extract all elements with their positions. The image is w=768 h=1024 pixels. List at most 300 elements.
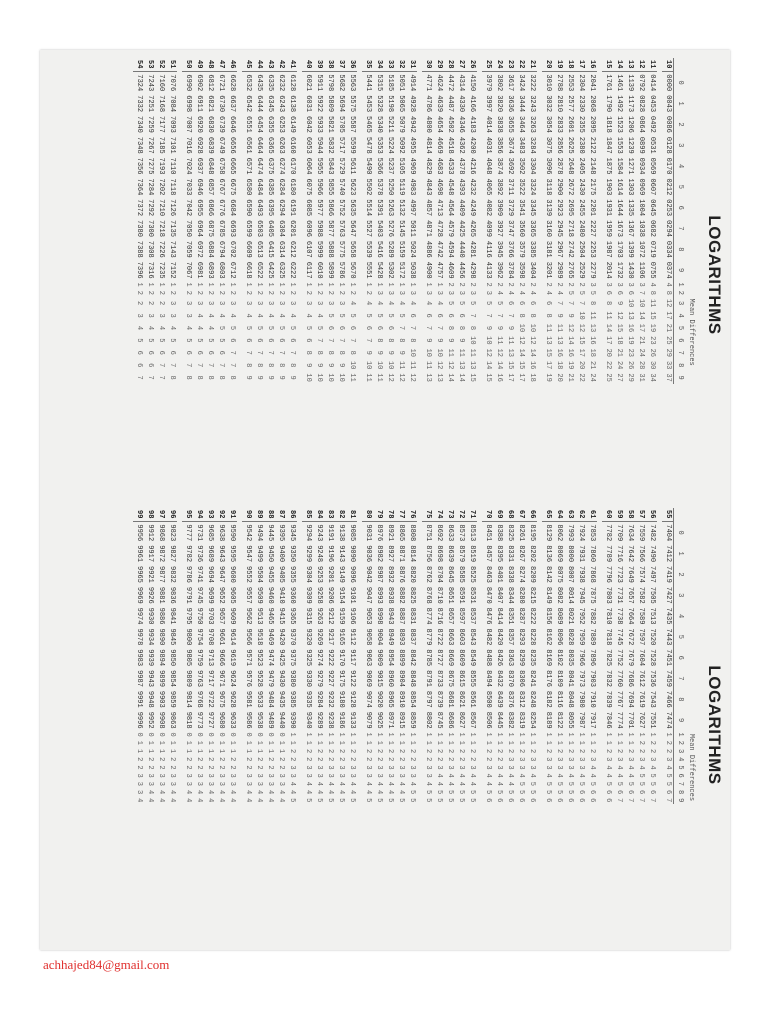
log-value-cell: 9212 <box>326 607 334 625</box>
mean-difference-cell: 13 <box>626 311 634 320</box>
log-value-cell: 4518 <box>446 136 454 154</box>
column-header: 7 <box>674 780 686 788</box>
mean-difference-cell: 3 <box>304 301 312 306</box>
mean-difference-cell: 3 <box>566 757 574 762</box>
mean-difference-cell: 15 <box>468 373 476 382</box>
mean-difference-cell: 7 <box>157 375 165 380</box>
log-value-cell: 9474 <box>266 649 274 667</box>
mean-difference-cell: 4 <box>244 313 252 318</box>
mean-difference-cell: 2 <box>626 748 634 754</box>
log-value-cell: 6721 <box>217 74 225 92</box>
mean-difference-cell: 12 <box>386 373 394 382</box>
log-value-cell: 7202 <box>157 178 165 196</box>
log-value-cell: 9350 <box>288 545 296 563</box>
mean-difference-cell: 4 <box>364 301 372 306</box>
log-value-cell: 4014 <box>484 116 492 133</box>
log-value-cell: 7505 <box>648 586 656 604</box>
mean-difference-cell: 3 <box>135 789 143 795</box>
log-value-cell: 9841 <box>168 607 176 625</box>
log-value-cell: 7356 <box>135 157 143 175</box>
log-value-cell: 4800 <box>424 116 432 133</box>
mean-difference-cell: 2 <box>217 757 225 762</box>
log-value-cell: 8351 <box>506 607 514 625</box>
log-value-cell: 5587 <box>348 116 356 133</box>
log-value-cell: 9025 <box>375 711 383 729</box>
mean-difference-cell: 6 <box>228 338 236 343</box>
log-value-cell: 9868 <box>157 524 165 542</box>
mean-difference-cell: 5 <box>626 781 634 786</box>
log-value-cell: 8865 <box>397 524 405 542</box>
log-value-cell: 7551 <box>648 711 656 729</box>
log-value-cell: 8859 <box>408 711 416 729</box>
mean-difference-cell: 4 <box>244 789 252 795</box>
log-value-cell: 4425 <box>457 220 465 237</box>
mean-difference-cell: 1 <box>255 282 263 287</box>
mean-difference-cell: 6 <box>446 313 454 318</box>
log-value-cell: 8751 <box>424 524 432 542</box>
log-value-cell: 8603 <box>457 628 465 646</box>
mean-difference-cell: 5 <box>348 798 356 803</box>
mean-difference-cell: 24 <box>637 348 645 357</box>
log-value-cell: 0294 <box>664 220 672 237</box>
log-value-cell: 4639 <box>435 95 443 113</box>
mean-difference-cell: 11 <box>348 373 356 382</box>
mean-difference-cell: 7 <box>195 363 203 368</box>
log-value-cell: 6580 <box>244 178 252 196</box>
mean-difference-cell: 12 <box>528 336 536 345</box>
row-number: 42 <box>275 58 286 72</box>
log-value-cell: 6253 <box>277 116 285 133</box>
column-header: 3 <box>674 297 686 309</box>
mean-difference-cell: 4 <box>228 789 236 795</box>
log-value-cell: 6684 <box>228 199 236 217</box>
log-value-cell: 9547 <box>244 545 252 563</box>
mean-difference-cell: 2 <box>664 748 672 754</box>
mean-difference-cell: 1 <box>424 282 432 287</box>
log-value-cell: 5682 <box>337 74 345 92</box>
log-value-cell: 8202 <box>528 545 536 563</box>
log-value-cell: 8998 <box>375 607 383 625</box>
mean-difference-cell: 3 <box>195 781 203 786</box>
log-value-cell: 8669 <box>446 649 454 667</box>
log-value-cell: 9969 <box>135 586 143 604</box>
mean-difference-cell: 4 <box>228 798 236 803</box>
log-value-cell: 0899 <box>637 136 645 154</box>
log-value-cell: 8938 <box>386 586 394 604</box>
log-value-cell: 8149 <box>544 586 552 604</box>
log-value-cell: 7952 <box>577 607 585 625</box>
log-value-cell: 8432 <box>495 670 503 687</box>
log-value-cell: 9600 <box>228 566 236 583</box>
column-header: 5 <box>674 322 686 334</box>
log-value-cell: 9430 <box>277 670 285 687</box>
log-value-cell: 6920 <box>195 116 203 133</box>
log-value-cell: 6551 <box>244 116 252 133</box>
table-row <box>646 508 657 804</box>
log-value-cell: 7853 <box>588 524 596 542</box>
column-header: 7 <box>674 347 686 359</box>
mean-difference-cell: 3 <box>146 313 154 318</box>
log-value-cell: 7067 <box>184 261 192 279</box>
log-value-cell: 3945 <box>495 240 503 258</box>
log-value-cell: 4594 <box>446 240 454 258</box>
row-number: 70 <box>482 508 493 522</box>
log-value-cell: 5775 <box>337 240 345 258</box>
mean-difference-cell: 2 <box>348 290 356 295</box>
mean-difference-cell: 2 <box>266 765 274 770</box>
log-value-cell: 8573 <box>457 524 465 542</box>
log-value-cell: 6149 <box>288 116 296 133</box>
mean-difference-cell: 4 <box>544 290 552 295</box>
log-value-cell: 1271 <box>626 157 634 175</box>
log-value-cell: 5658 <box>348 240 356 258</box>
log-value-cell: 9614 <box>228 628 236 646</box>
log-value-cell: 3856 <box>495 136 503 154</box>
mean-difference-cell: 8 <box>375 338 383 343</box>
log-value-cell: 8116 <box>555 690 563 708</box>
mean-difference-cell: 4 <box>506 290 514 295</box>
mean-difference-cell: 4 <box>255 798 263 803</box>
mean-difference-cell: 2 <box>146 290 154 295</box>
mean-difference-cell: 17 <box>637 323 645 333</box>
log-value-cell: 8831 <box>408 607 416 625</box>
log-value-cell: 9699 <box>206 586 214 604</box>
table-row <box>286 58 297 384</box>
log-value-cell: 8615 <box>457 670 465 687</box>
log-value-cell: 0828 <box>637 95 645 113</box>
table-row <box>215 58 226 384</box>
mean-difference-cell: 2 <box>195 290 203 295</box>
mean-difference-cell: 1 <box>337 740 345 745</box>
log-value-cell: 8189 <box>544 711 552 729</box>
mean-difference-cell: 3 <box>544 765 552 770</box>
mean-difference-cell: 2 <box>506 282 514 287</box>
mean-difference-cell: 3 <box>157 773 165 778</box>
log-value-cell: 2718 <box>566 220 574 237</box>
mean-difference-cell: 12 <box>435 360 443 370</box>
log-value-cell: 7846 <box>604 711 612 729</box>
log-value-cell: 2148 <box>588 157 596 175</box>
log-value-cell: 6981 <box>195 261 203 279</box>
mean-difference-cell: 6 <box>577 798 585 803</box>
mean-difference-cell: 8 <box>648 290 656 295</box>
mean-difference-cell: 7 <box>228 363 236 368</box>
log-value-cell: 9894 <box>157 649 165 667</box>
mean-difference-cell: 6 <box>168 350 176 355</box>
mean-difference-cell: 3 <box>206 781 214 786</box>
table-row <box>155 508 166 804</box>
mean-difference-cell: 3 <box>135 773 143 778</box>
log-value-cell: 9773 <box>195 711 203 729</box>
table-row <box>482 508 493 804</box>
mean-difference-cell: 6 <box>135 363 143 368</box>
mean-difference-cell: 7 <box>206 363 214 368</box>
log-value-cell: 8756 <box>424 545 432 563</box>
log-value-cell: 2253 <box>588 240 596 258</box>
log-value-cell: 9345 <box>288 524 296 542</box>
log-value-cell: 8254 <box>528 711 536 729</box>
log-value-cell: 2742 <box>566 240 574 258</box>
log-value-cell: 5502 <box>364 178 372 196</box>
log-value-cell: 7193 <box>157 157 165 175</box>
log-value-cell: 7267 <box>146 136 154 154</box>
mean-difference-cell: 2 <box>288 290 296 295</box>
log-value-cell: 0934 <box>637 157 645 175</box>
mean-difference-cell: 1 <box>484 740 492 745</box>
mean-difference-cell: 5 <box>664 781 672 786</box>
mean-difference-cell: 2 <box>637 740 645 745</box>
log-value-cell: 9315 <box>304 607 312 625</box>
mean-difference-cell: 11 <box>424 360 432 370</box>
log-value-cell: 8976 <box>375 524 383 542</box>
log-value-cell: 2201 <box>588 199 596 217</box>
log-value-cell: 6415 <box>266 240 274 258</box>
mean-difference-cell: 1 <box>604 732 612 737</box>
log-value-cell: 9304 <box>304 566 312 583</box>
table-row <box>313 508 324 804</box>
log-value-cell: 4281 <box>468 240 476 258</box>
log-value-cell: 5575 <box>348 95 356 113</box>
log-value-cell: 6222 <box>288 261 296 279</box>
log-value-cell: 5391 <box>375 199 383 217</box>
log-value-cell: 7419 <box>664 566 672 583</box>
mean-difference-cell: 7 <box>566 301 574 306</box>
log-value-cell: 4654 <box>435 116 443 133</box>
log-value-cell: 8549 <box>468 649 476 667</box>
log-value-cell: 2041 <box>588 74 596 92</box>
table-row <box>542 508 553 804</box>
log-value-cell: 7177 <box>157 116 165 133</box>
page-title-left: LOGARITHMS <box>705 215 724 335</box>
mean-difference-cell: 3 <box>146 781 154 786</box>
mean-difference-cell: 4 <box>528 773 536 778</box>
log-value-cell: 7364 <box>135 178 143 196</box>
log-value-cell: 9703 <box>206 607 214 625</box>
log-value-cell: 2227 <box>588 220 596 237</box>
row-number: 53 <box>144 58 155 72</box>
log-value-cell: 5289 <box>386 240 394 258</box>
mean-difference-cell: 17 <box>517 373 525 382</box>
log-value-cell: 8000 <box>566 545 574 563</box>
mean-difference-cell: 3 <box>648 757 656 762</box>
log-value-cell: 7033 <box>184 178 192 196</box>
mean-difference-cell: 17 <box>577 348 585 357</box>
mean-difference-cell: 8 <box>244 363 252 368</box>
log-value-cell: 8331 <box>506 545 514 563</box>
log-value-cell: 3075 <box>544 136 552 154</box>
log-value-cell: 9708 <box>206 628 214 646</box>
row-number: 50 <box>182 58 193 72</box>
row-number: 62 <box>575 508 586 522</box>
mean-difference-cell: 1 <box>626 740 634 745</box>
mean-difference-cell: 2 <box>664 740 672 745</box>
log-value-cell: 7316 <box>146 261 154 279</box>
row-number: 88 <box>264 508 275 522</box>
log-value-cell: 5011 <box>408 220 416 237</box>
mean-difference-cell: 1 <box>408 740 416 745</box>
mean-difference-cell: 7 <box>315 338 323 343</box>
mean-difference-cell: 3 <box>277 773 285 778</box>
log-value-cell: 2175 <box>588 178 596 196</box>
mean-difference-cell: 2 <box>228 290 236 295</box>
table-row <box>493 58 504 384</box>
mean-difference-cell: 9 <box>288 375 296 380</box>
mean-difference-cell: 4 <box>506 773 514 778</box>
mean-difference-cell: 9 <box>397 350 405 355</box>
log-value-cell: 4942 <box>408 116 416 133</box>
row-number: 73 <box>444 508 455 522</box>
log-value-cell: 5911 <box>315 74 323 92</box>
log-value-cell: 9965 <box>135 566 143 583</box>
mean-difference-cell: 3 <box>517 757 525 762</box>
mean-difference-cell: 4 <box>184 789 192 795</box>
log-value-cell: 1038 <box>637 220 645 237</box>
mean-difference-cell: 5 <box>397 798 405 803</box>
mean-difference-cell: 9 <box>457 338 465 343</box>
mean-difference-cell: 3 <box>528 757 536 762</box>
log-value-cell: 3927 <box>495 220 503 237</box>
mean-difference-cell: 37 <box>664 373 672 382</box>
mean-difference-cell: 5 <box>664 773 672 778</box>
log-value-cell: 3032 <box>544 95 552 113</box>
author-email: achhajed84@gmail.com <box>43 957 170 972</box>
mean-difference-cell: 11 <box>588 311 596 320</box>
mean-difference-cell: 4 <box>228 313 236 318</box>
log-value-cell: 9818 <box>184 711 192 729</box>
log-value-cell: 9122 <box>348 670 356 687</box>
log-value-cell: 4487 <box>446 95 454 113</box>
table-row <box>384 58 395 384</box>
mean-difference-cell: 4 <box>457 773 465 778</box>
mean-difference-cell: 8 <box>277 363 285 368</box>
log-value-cell: 8129 <box>544 524 552 542</box>
mean-difference-cell: 5 <box>446 798 454 803</box>
mean-difference-cell: 21 <box>615 348 623 357</box>
log-value-cell: 9557 <box>244 586 252 604</box>
log-value-cell: 0607 <box>648 178 656 196</box>
log-value-cell: 4609 <box>446 261 454 279</box>
mean-difference-cell: 14 <box>484 360 492 370</box>
mean-difference-cell: 4 <box>277 798 285 803</box>
log-value-cell: 9484 <box>266 690 274 708</box>
mean-difference-cell: 3 <box>315 765 323 770</box>
mean-difference-cell: 3 <box>555 757 563 762</box>
mean-difference-cell: 4 <box>468 773 476 778</box>
log-value-cell: 1903 <box>604 178 612 196</box>
log-value-cell: 8176 <box>544 670 552 687</box>
log-value-cell: 5899 <box>326 261 334 279</box>
mean-difference-cell: 8 <box>195 375 203 380</box>
mean-difference-cell: 5 <box>315 798 323 803</box>
mean-difference-cell: 5 <box>206 338 214 343</box>
log-value-cell: 4624 <box>435 74 443 92</box>
log-value-cell: 5922 <box>315 95 323 113</box>
log-value-cell: 6609 <box>244 240 252 258</box>
mean-difference-cell: 3 <box>168 313 176 318</box>
log-value-cell: 7185 <box>157 136 165 154</box>
log-value-cell: 9232 <box>326 690 334 708</box>
mean-difference-cell: 11 <box>364 373 372 382</box>
mean-difference-cell: 3 <box>386 765 394 770</box>
log-value-cell: 8904 <box>397 670 405 687</box>
log-value-cell: 8960 <box>386 670 394 687</box>
log-value-cell: 9930 <box>146 607 154 625</box>
mean-difference-cell: 3 <box>184 781 192 786</box>
log-value-cell: 5866 <box>326 199 334 217</box>
log-value-cell: 5185 <box>386 74 394 92</box>
log-value-cell: 3979 <box>484 74 492 92</box>
log-value-cell: 1761 <box>604 74 612 92</box>
row-number: 29 <box>433 58 444 72</box>
log-value-cell: 7619 <box>637 690 645 708</box>
log-value-cell: 9469 <box>266 628 274 646</box>
mean-difference-cell: 7 <box>408 325 416 331</box>
table-row <box>193 508 204 804</box>
log-value-cell: 6839 <box>206 136 214 154</box>
log-value-cell: 8910 <box>397 690 405 708</box>
log-value-cell: 2833 <box>555 116 563 133</box>
log-value-cell: 9450 <box>266 545 274 563</box>
log-value-cell: 7910 <box>588 690 596 708</box>
mean-difference-cell: 5 <box>615 781 623 786</box>
mean-difference-cell: 1 <box>288 740 296 745</box>
log-value-cell: 9685 <box>206 524 214 542</box>
log-value-cell: 8513 <box>468 524 476 542</box>
log-value-cell: 9542 <box>244 524 252 542</box>
log-value-cell: 8241 <box>528 670 536 687</box>
log-value-cell: 4886 <box>424 240 432 258</box>
mean-difference-cell: 4 <box>528 290 536 295</box>
log-value-cell: 7810 <box>604 607 612 625</box>
log-value-cell: 8463 <box>484 566 492 583</box>
log-value-cell: 4786 <box>424 95 432 113</box>
log-value-cell: 7657 <box>626 586 634 604</box>
mean-difference-cell: 3 <box>375 773 383 778</box>
mean-difference-cell: 5 <box>566 781 574 786</box>
log-value-cell: 8993 <box>375 586 383 604</box>
table-row <box>335 508 346 804</box>
log-value-cell: 7818 <box>604 628 612 646</box>
log-value-cell: 1847 <box>604 136 612 154</box>
row-number-header <box>674 58 686 72</box>
log-value-cell: 1461 <box>615 74 623 92</box>
mean-difference-cell: 7 <box>495 313 503 318</box>
mean-difference-cell: 1 <box>135 740 143 745</box>
log-value-cell: 7396 <box>135 261 143 279</box>
table-row <box>564 58 575 384</box>
log-value-cell: 7649 <box>626 566 634 583</box>
log-value-cell: 8519 <box>468 545 476 563</box>
mean-difference-cell: 2 <box>228 757 236 762</box>
log-value-cell: 8837 <box>408 628 416 646</box>
log-value-cell: 8169 <box>544 649 552 667</box>
mean-difference-cell: 3 <box>435 765 443 770</box>
mean-difference-cell: 3 <box>266 773 274 778</box>
mean-difference-cell: 4 <box>386 301 394 306</box>
log-value-cell: 6848 <box>206 157 214 175</box>
table-row <box>613 508 624 804</box>
mean-difference-cell: 4 <box>168 325 176 331</box>
log-value-cell: 9619 <box>228 649 236 667</box>
log-value-cell: 8299 <box>517 649 525 667</box>
mean-difference-cell: 2 <box>648 748 656 754</box>
mean-difference-cell: 5 <box>446 301 454 306</box>
mean-difference-cell: 5 <box>555 789 563 795</box>
log-value-cell: 8344 <box>506 586 514 604</box>
mean-difference-cell: 5 <box>386 798 394 803</box>
log-value-cell: 8222 <box>528 607 536 625</box>
mean-difference-cell: 1 <box>626 732 634 737</box>
